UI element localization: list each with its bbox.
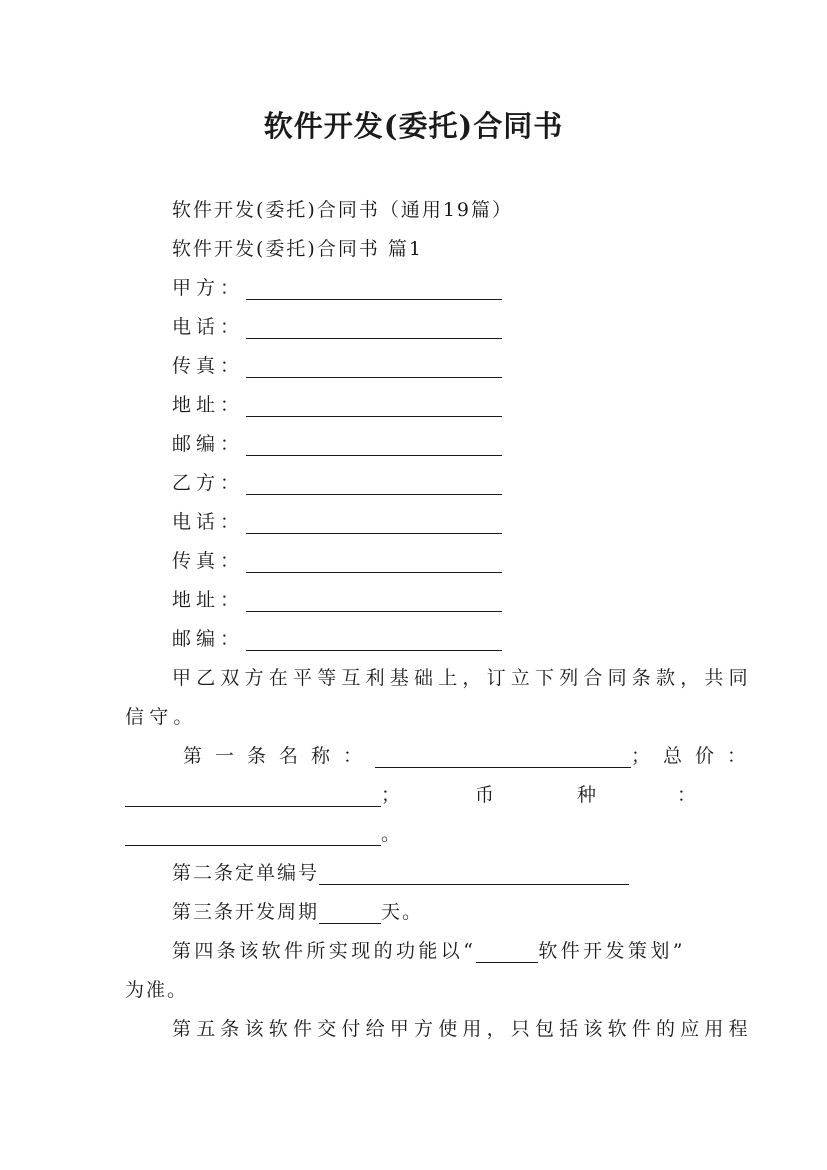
article4-line2: 为准。 [125,979,189,1001]
section-heading: 软件开发(委托)合同书 篇1 [172,238,423,260]
article3-prefix: 第三条开发周期 [172,901,320,923]
article1-currency-blank [125,825,381,846]
field-blank [246,513,502,534]
party-a-phone-field [172,315,502,339]
article2-label: 第二条定单编号 [172,862,320,884]
article1-currency-char2: 种 [577,784,597,806]
article4-suffix: 软件开发策划” [538,940,686,962]
party-a-blank [246,279,502,300]
field-label: 邮编： [172,433,245,455]
field-label: 地址： [172,589,245,611]
article5-line1: 第五条该软件交付给甲方使用，只包括该软件的应用程 [172,1018,753,1040]
article1-total-blank [125,786,381,807]
intro-paragraph-line1: 甲乙双方在平等互利基础上，订立下列合同条款，共同 [172,667,753,689]
article1-currency-colon: ： [677,784,697,806]
article4-prefix: 第四条该软件所实现的功能以“ [172,940,477,962]
article2-line [172,861,629,885]
article4-blank [476,942,538,963]
article3-suffix: 天。 [381,901,424,923]
party-a-fax-field [172,354,502,378]
field-blank [246,591,502,612]
document-subtitle: 软件开发(委托)合同书（通用19篇） [172,199,514,221]
party-b-fax-field [172,549,502,573]
article1-line3 [125,822,400,846]
article1-name-label: 第一条名称： [183,745,376,767]
field-blank [246,396,502,417]
article3-line [172,900,423,924]
party-b-blank [246,474,502,495]
party-b-phone-field [172,510,502,534]
field-blank [246,630,502,651]
field-label: 电话： [172,511,245,533]
article1-total-label: ；总价： [631,745,760,767]
article1-currency-char1: 币 [475,784,495,806]
article4-line1 [172,939,686,963]
article1-line2 [125,783,697,807]
field-blank [246,552,502,573]
party-b-postcode-field [172,627,502,651]
party-a-address-field [172,393,502,417]
field-label: 传真： [172,550,245,572]
article3-blank [319,903,381,924]
field-label: 传真： [172,355,245,377]
party-b-address-field [172,588,502,612]
party-a-label: 甲方： [172,277,245,299]
article1-end: 。 [381,823,401,845]
field-blank [246,435,502,456]
article1-name-blank [375,747,631,768]
field-label: 邮编： [172,628,245,650]
party-b-field [172,471,502,495]
field-blank [246,318,502,339]
field-label: 地址： [172,394,245,416]
article1-semicolon: ； [381,784,401,806]
field-blank [246,357,502,378]
article2-blank [319,864,629,885]
article1-line1 [183,744,759,768]
party-b-label: 乙方： [172,472,245,494]
field-label: 电话： [172,316,245,338]
party-a-postcode-field [172,432,502,456]
document-title: 软件开发(委托)合同书 [263,109,564,143]
intro-paragraph-line2: 信守。 [125,706,198,728]
party-a-field [172,276,502,300]
